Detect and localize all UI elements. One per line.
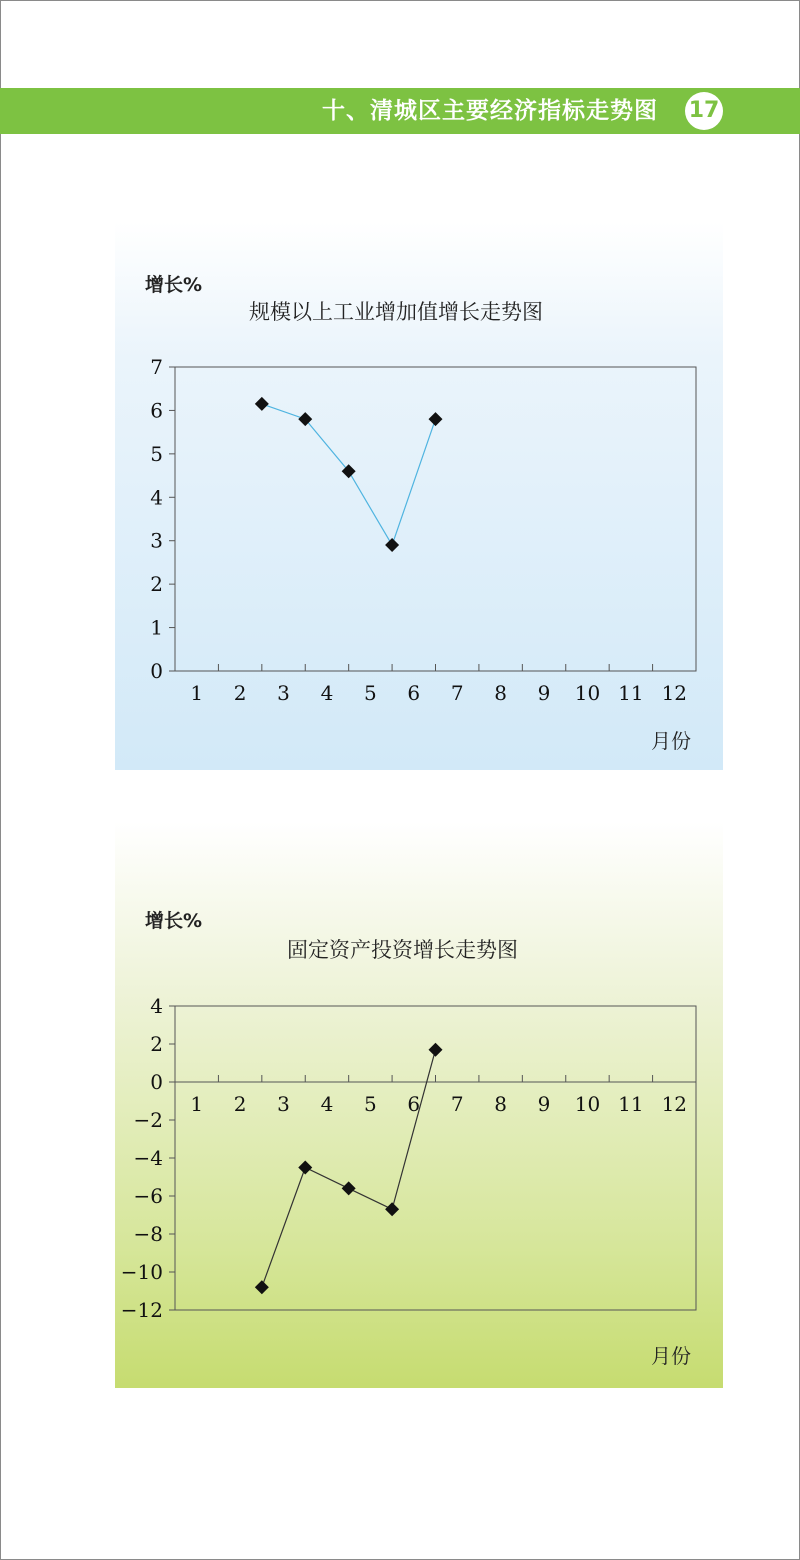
chart1-xtick-label: 3 [277, 681, 290, 705]
chart1-ytick-label: 3 [150, 528, 163, 553]
chart2-xtick-label: 10 [574, 1092, 601, 1116]
chart1-xtick-label: 6 [407, 681, 421, 705]
chart-panel-industrial [115, 222, 723, 770]
chart2-ytick-label: −10 [120, 1260, 163, 1284]
chart2-xtick-label: 12 [661, 1092, 688, 1116]
chart2-xtick-label: 5 [364, 1092, 377, 1116]
chart2-xtick-label: 2 [233, 1092, 247, 1116]
chart1-data-point [255, 397, 269, 411]
chart2-data-point [255, 1280, 269, 1294]
chart2-data-point [342, 1181, 356, 1195]
chart1-xtick-label: 5 [364, 681, 377, 705]
chart1-xlabel: 月份 [651, 729, 691, 753]
chart2-xtick-label: 6 [407, 1092, 421, 1116]
chart2-plot [115, 822, 723, 1388]
chart2-ytick-label: −12 [120, 1298, 163, 1322]
chart-panel-investment [115, 822, 723, 1388]
chart1-data-point [342, 464, 356, 478]
chart1-xtick-label: 12 [661, 681, 688, 705]
chart2-series-line [262, 1050, 436, 1288]
chart1-ytick-label: 7 [150, 355, 163, 379]
chart2-ytick-label: −2 [133, 1108, 163, 1132]
chart2-data-point [429, 1043, 443, 1057]
chart2-ytick-label: −4 [133, 1146, 163, 1170]
chart2-xlabel: 月份 [651, 1344, 691, 1368]
chart1-xtick-label: 8 [494, 681, 507, 705]
chart2-ylabel: 增长% [145, 910, 203, 932]
chart2-xtick-label: 11 [618, 1092, 644, 1116]
chart2-xtick-label: 8 [494, 1092, 507, 1116]
chart1-title: 规模以上工业增加值增长走势图 [249, 300, 543, 324]
chart2-xtick-label: 9 [537, 1092, 551, 1116]
chart2-ytick-label: −8 [133, 1222, 163, 1246]
chart1-xtick-label: 10 [574, 681, 601, 705]
chart2-ytick-label: 2 [150, 1032, 163, 1056]
chart1-plot [115, 222, 723, 770]
chart2-ytick-label: 0 [150, 1070, 163, 1094]
chart1-ylabel: 增长% [145, 274, 203, 296]
chart2-xtick-label: 4 [320, 1092, 334, 1116]
chart2-title: 固定资产投资增长走势图 [287, 938, 518, 962]
chart2-data-point [298, 1161, 312, 1175]
chart2-data-point [385, 1202, 399, 1216]
chart1-ytick-label: 1 [150, 615, 163, 640]
chart1-ytick-label: 6 [150, 398, 163, 423]
chart1-data-point [429, 412, 443, 426]
page-number-badge: 17 [685, 92, 723, 130]
chart1-ytick-label: 0 [150, 659, 163, 683]
chart1-xtick-label: 9 [537, 681, 551, 705]
chart1-xtick-label: 7 [450, 681, 464, 705]
chart1-ytick-label: 5 [150, 441, 163, 466]
chart2-xtick-label: 7 [450, 1092, 464, 1116]
chart2-xtick-label: 1 [190, 1092, 204, 1116]
chart1-data-point [298, 412, 312, 426]
chart2-xtick-label: 3 [277, 1092, 290, 1116]
chart1-xtick-label: 4 [320, 681, 334, 705]
chart1-xtick-label: 11 [618, 681, 644, 705]
chart2-ytick-label: 4 [150, 994, 163, 1018]
chart1-ytick-label: 4 [150, 485, 163, 510]
chart1-ytick-label: 2 [150, 572, 163, 597]
chart1-data-point [385, 538, 399, 552]
chart2-ytick-label: −6 [133, 1184, 163, 1208]
page-title: 十、清城区主要经济指标走势图 [322, 98, 658, 124]
chart1-xtick-label: 1 [190, 681, 204, 705]
chart1-xtick-label: 2 [233, 681, 247, 705]
header-bar [0, 88, 800, 134]
